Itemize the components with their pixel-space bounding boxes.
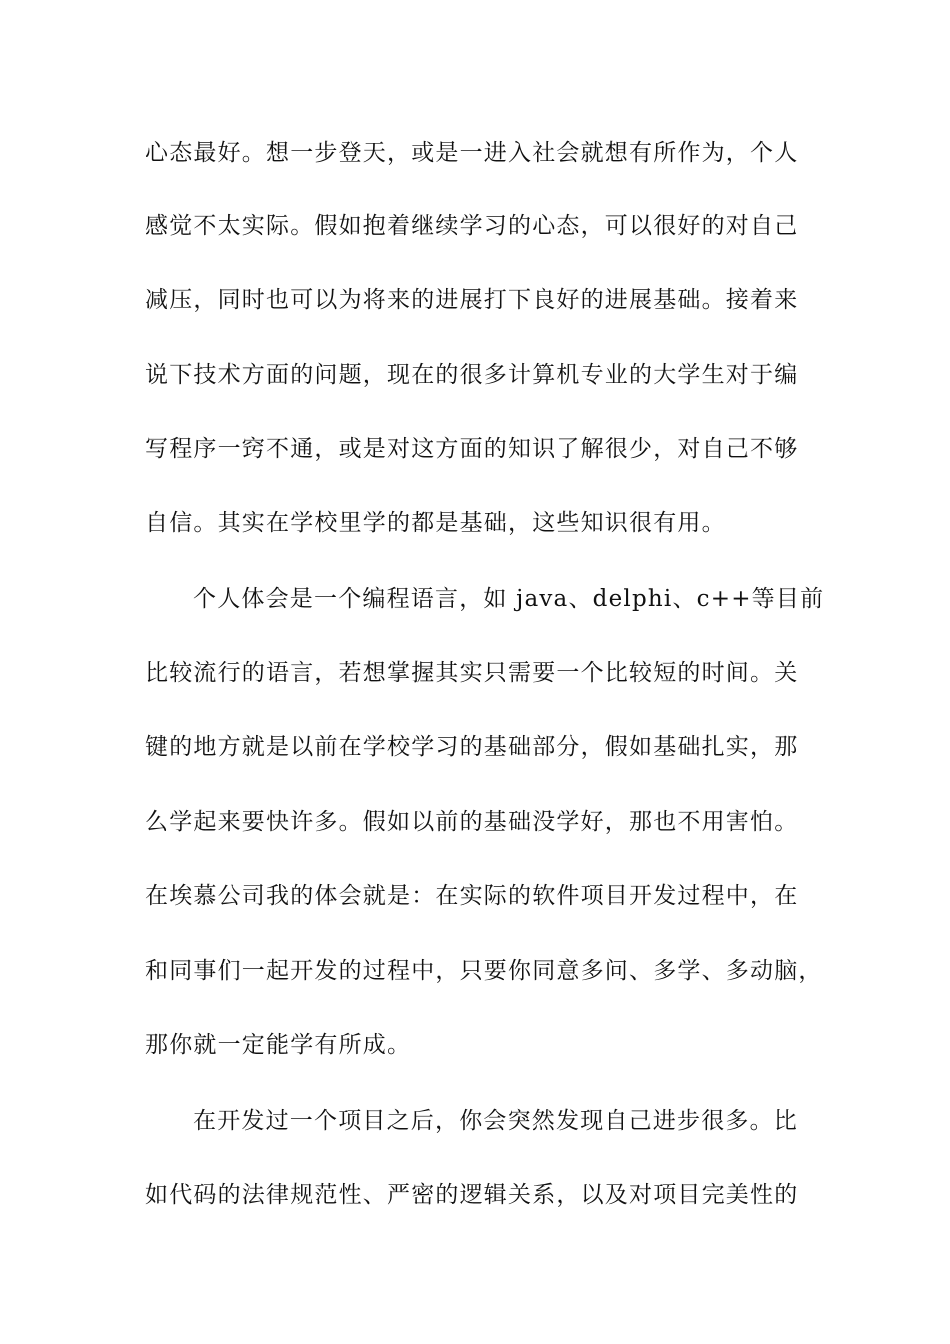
text-line: 感觉不太实际。假如抱着继续学习的心态，可以很好的对自己 bbox=[145, 213, 799, 239]
text-line: 自信。其实在学校里学的都是基础，这些知识很有用。 bbox=[145, 510, 726, 536]
text-line: 如代码的法律规范性、严密的逻辑关系，以及对项目完美性的 bbox=[145, 1182, 799, 1208]
text-line: 减压，同时也可以为将来的进展打下良好的进展基础。接着来 bbox=[145, 287, 799, 313]
text-line: 和同事们一起开发的过程中，只要你同意多问、多学、多动脑， bbox=[145, 958, 823, 984]
text-line: 心态最好。想一步登天，或是一进入社会就想有所作为，个人 bbox=[145, 140, 799, 166]
text-line: 写程序一窍不通，或是对这方面的知识了解很少，对自己不够 bbox=[145, 436, 799, 462]
text-line: 在埃慕公司我的体会就是：在实际的软件项目开发过程中，在 bbox=[145, 883, 799, 909]
text-line: 比较流行的语言，若想掌握其实只需要一个比较短的时间。关 bbox=[145, 660, 799, 686]
text-line: 那你就一定能学有所成。 bbox=[145, 1032, 412, 1058]
paragraph-first-line: 个人体会是一个编程语言，如 java、delphi、c++等目前 bbox=[193, 586, 825, 612]
text-line: 么学起来要快许多。假如以前的基础没学好，那也不用害怕。 bbox=[145, 809, 799, 835]
text-line: 键的地方就是以前在学校学习的基础部分，假如基础扎实，那 bbox=[145, 734, 799, 760]
text-line: 说下技术方面的问题，现在的很多计算机专业的大学生对于编 bbox=[145, 362, 799, 388]
paragraph-first-line: 在开发过一个项目之后，你会突然发现自己进步很多。比 bbox=[193, 1108, 798, 1134]
